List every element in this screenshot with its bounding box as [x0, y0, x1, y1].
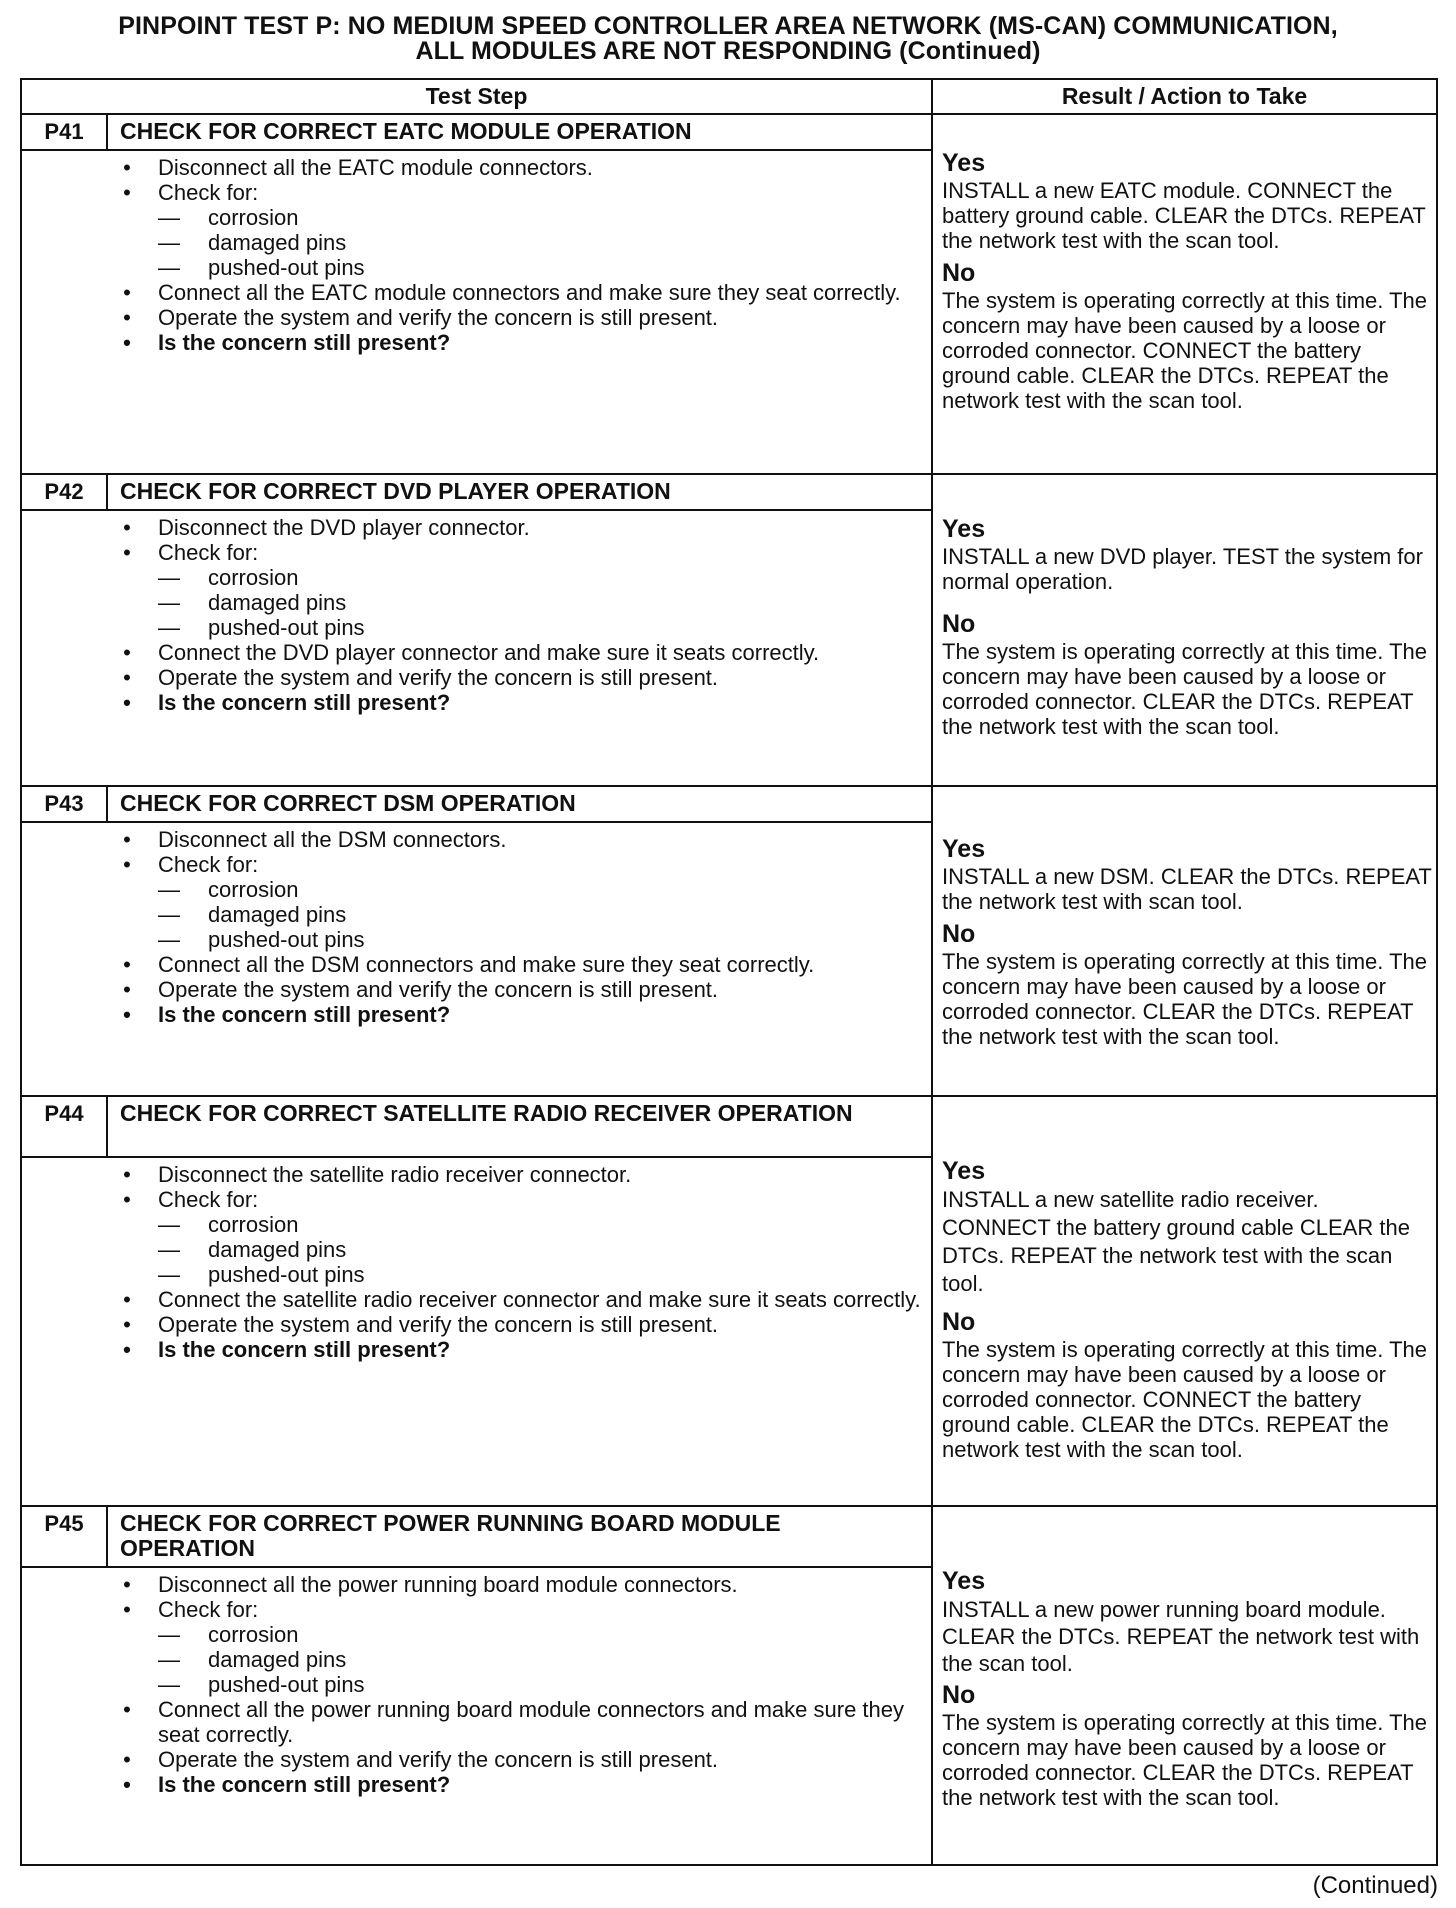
action-item: [112, 180, 922, 205]
step-p41: [22, 115, 1436, 475]
item-text: pushed-out pins: [208, 615, 365, 640]
bullet-mark: —: [158, 230, 180, 255]
step-header-rule: [22, 509, 931, 511]
check-item: [112, 1262, 922, 1287]
bullet-mark: —: [158, 1212, 180, 1237]
spacer: [942, 594, 1432, 610]
step-id-divider: [106, 1507, 108, 1568]
step-title: CHECK FOR CORRECT DVD PLAYER OPERATION: [120, 478, 671, 504]
check-item: [112, 205, 922, 230]
item-text: pushed-out pins: [208, 1672, 365, 1697]
yes-label: Yes: [942, 1567, 986, 1595]
item-text: Operate the system and verify the concern is still present.: [158, 1312, 719, 1337]
step-title: CHECK FOR CORRECT SATELLITE RADIO RECEIVER OPERATION: [120, 1100, 853, 1126]
step-id-divider: [106, 475, 108, 511]
yes-action: INSTALL a new DVD player. TEST the system for normal operation.: [942, 544, 1423, 594]
step-header-rule: [22, 1156, 931, 1158]
bullet-mark: •: [123, 1187, 131, 1212]
step-title: CHECK FOR CORRECT DSM OPERATION: [120, 790, 576, 816]
action-item: [112, 540, 922, 565]
check-item: [112, 590, 922, 615]
item-text: Operate the system and verify the concern is still present.: [158, 665, 719, 690]
item-text: Disconnect all the EATC module connectors.: [158, 155, 593, 180]
bullet-mark: •: [123, 852, 131, 877]
check-item: [112, 927, 922, 952]
action-item: [112, 1597, 922, 1622]
bullet-mark: —: [158, 255, 180, 280]
check-item: [112, 902, 922, 927]
item-text: corrosion: [208, 877, 299, 902]
item-text: Check for:: [158, 1187, 259, 1212]
check-item: [112, 1622, 922, 1647]
action-item: [112, 1747, 922, 1772]
question-item: [112, 1337, 922, 1362]
item-text: Check for:: [158, 180, 259, 205]
bullet-mark: •: [123, 1162, 131, 1187]
action-item: [112, 1572, 922, 1597]
step-id-divider: [106, 1097, 108, 1158]
action-item: [112, 827, 922, 852]
yes-action: INSTALL a new EATC module. CONNECT the battery ground cable. CLEAR the DTCs. REPEAT the network test with the scan tool.: [942, 178, 1426, 253]
step-result: [942, 149, 1432, 413]
bullet-mark: •: [123, 1312, 131, 1337]
step-p43: [22, 787, 1436, 1097]
step-p45: [22, 1507, 1436, 1864]
no-action: The system is operating correctly at this time. The concern may have been caused by a loose or corroded connector. CONNECT the battery ground cable. CLEAR the DTCs. REPEAT the network test with the scan tool.: [942, 1337, 1427, 1462]
item-text: Operate the system and verify the concern is still present.: [158, 1747, 719, 1772]
yes-label: Yes: [942, 1157, 986, 1185]
spacer: [942, 1298, 1432, 1308]
item-text: Is the concern still present?: [158, 1337, 451, 1362]
check-item: [112, 877, 922, 902]
step-actions: [112, 515, 922, 715]
question-item: [112, 1002, 922, 1027]
item-text: Disconnect all the power running board module connectors.: [158, 1572, 738, 1597]
bullet-mark: —: [158, 1622, 180, 1647]
item-text: Connect all the power running board module connectors and make sure they seat correctly.: [158, 1697, 905, 1747]
table-header-row: [22, 80, 1436, 115]
step-id: P43: [44, 791, 84, 816]
no-action: The system is operating correctly at this time. The concern may have been caused by a loose or corroded connector. CLEAR the DTCs. REPEAT the network test with the scan tool.: [942, 639, 1427, 739]
bullet-mark: —: [158, 615, 180, 640]
check-item: [112, 1647, 922, 1672]
yes-action: INSTALL a new satellite radio receiver. CONNECT the battery ground cable CLEAR the DTCs. REPEAT the network test with the scan tool.: [942, 1187, 1410, 1296]
action-item: [112, 665, 922, 690]
bullet-mark: •: [123, 952, 131, 977]
bullet-mark: —: [158, 565, 180, 590]
action-item: [112, 852, 922, 877]
bullet-mark: •: [123, 1572, 131, 1597]
title-line-1: PINPOINT TEST P: NO MEDIUM SPEED CONTROLLER AREA NETWORK (MS-CAN) COMMUNICATION,: [118, 12, 1338, 40]
check-item: [112, 615, 922, 640]
bullet-mark: •: [123, 1747, 131, 1772]
action-item: [112, 640, 922, 665]
bullet-mark: —: [158, 1647, 180, 1672]
item-text: damaged pins: [208, 1647, 347, 1672]
step-result: [942, 835, 1432, 1049]
pinpoint-test-table: [20, 78, 1438, 1866]
no-label: No: [942, 610, 976, 638]
action-item: [112, 1287, 922, 1312]
no-label: No: [942, 1308, 976, 1336]
action-item: [112, 952, 922, 977]
bullet-mark: —: [158, 1262, 180, 1287]
item-text: Check for:: [158, 852, 259, 877]
item-text: damaged pins: [208, 230, 347, 255]
item-text: Operate the system and verify the concern is still present.: [158, 977, 719, 1002]
bullet-mark: •: [123, 1772, 131, 1797]
question-item: [112, 330, 922, 355]
bullet-mark: •: [123, 827, 131, 852]
bullet-mark: •: [123, 1337, 131, 1362]
action-item: [112, 1162, 922, 1187]
item-text: Disconnect the satellite radio receiver connector.: [158, 1162, 632, 1187]
item-text: Is the concern still present?: [158, 690, 451, 715]
no-action: The system is operating correctly at this time. The concern may have been caused by a loose or corroded connector. CONNECT the battery ground cable. CLEAR the DTCs. REPEAT the network test with the scan tool.: [942, 288, 1427, 413]
header-result-action: Result / Action to Take: [1061, 83, 1308, 109]
bullet-mark: •: [123, 665, 131, 690]
yes-label: Yes: [942, 515, 986, 543]
check-item: [112, 1212, 922, 1237]
check-item: [112, 565, 922, 590]
item-text: damaged pins: [208, 1237, 347, 1262]
bullet-mark: —: [158, 877, 180, 902]
item-text: corrosion: [208, 565, 299, 590]
question-item: [112, 1772, 922, 1797]
step-result: [942, 1157, 1432, 1462]
step-id: P45: [44, 1511, 84, 1536]
bullet-mark: •: [123, 540, 131, 565]
item-text: corrosion: [208, 1212, 299, 1237]
bullet-mark: •: [123, 690, 131, 715]
bullet-mark: •: [123, 977, 131, 1002]
yes-label: Yes: [942, 835, 986, 863]
step-id: P44: [44, 1101, 84, 1126]
step-actions: [112, 1162, 922, 1362]
step-id-divider: [106, 787, 108, 823]
bullet-mark: •: [123, 1287, 131, 1312]
action-item: [112, 305, 922, 330]
item-text: pushed-out pins: [208, 255, 365, 280]
item-text: Is the concern still present?: [158, 1772, 451, 1797]
item-text: pushed-out pins: [208, 1262, 365, 1287]
bullet-mark: •: [123, 1697, 131, 1722]
bullet-mark: •: [123, 1597, 131, 1622]
step-id: P42: [44, 479, 84, 504]
no-action: The system is operating correctly at this time. The concern may have been caused by a loose or corroded connector. CLEAR the DTCs. REPEAT the network test with the scan tool.: [942, 949, 1427, 1049]
bullet-mark: —: [158, 927, 180, 952]
step-p42: [22, 475, 1436, 787]
check-item: [112, 255, 922, 280]
no-label: No: [942, 259, 976, 287]
item-text: Disconnect all the DSM connectors.: [158, 827, 507, 852]
check-item: [112, 1672, 922, 1697]
bullet-mark: •: [123, 1002, 131, 1027]
item-text: Connect the DVD player connector and make sure it seats correctly.: [158, 640, 820, 665]
action-item: [112, 155, 922, 180]
bullet-mark: •: [123, 330, 131, 355]
bullet-mark: •: [123, 280, 131, 305]
page-title: [20, 14, 1436, 64]
bullet-mark: •: [123, 515, 131, 540]
bullet-mark: —: [158, 902, 180, 927]
step-header-rule: [22, 1566, 931, 1568]
bullet-mark: •: [123, 180, 131, 205]
yes-action: INSTALL a new power running board module. CLEAR the DTCs. REPEAT the network test with the scan tool.: [942, 1597, 1420, 1676]
bullet-mark: —: [158, 590, 180, 615]
item-text: Operate the system and verify the concern is still present.: [158, 305, 719, 330]
yes-label: Yes: [942, 149, 986, 177]
bullet-mark: —: [158, 1672, 180, 1697]
action-item: [112, 977, 922, 1002]
step-title: CHECK FOR CORRECT POWER RUNNING BOARD MODULE OPERATION: [120, 1510, 781, 1561]
check-item: [112, 1237, 922, 1262]
step-id: P41: [44, 119, 84, 144]
item-text: Check for:: [158, 1597, 259, 1622]
item-text: Is the concern still present?: [158, 330, 451, 355]
step-result: [942, 1567, 1432, 1810]
item-text: Connect the satellite radio receiver connector and make sure it seats correctly.: [158, 1287, 921, 1312]
item-text: damaged pins: [208, 590, 347, 615]
bullet-mark: —: [158, 205, 180, 230]
no-label: No: [942, 1681, 976, 1709]
step-id-divider: [106, 115, 108, 151]
no-action: The system is operating correctly at this time. The concern may have been caused by a loose or corroded connector. CLEAR the DTCs. REPEAT the network test with the scan tool.: [942, 1710, 1427, 1810]
no-label: No: [942, 920, 976, 948]
step-title: CHECK FOR CORRECT EATC MODULE OPERATION: [120, 118, 692, 144]
action-item: [112, 1697, 922, 1747]
item-text: corrosion: [208, 1622, 299, 1647]
step-actions: [112, 155, 922, 355]
item-text: pushed-out pins: [208, 927, 365, 952]
bullet-mark: •: [123, 640, 131, 665]
item-text: Connect all the EATC module connectors and make sure they seat correctly.: [158, 280, 901, 305]
check-item: [112, 230, 922, 255]
step-p44: [22, 1097, 1436, 1507]
header-test-step: Test Step: [425, 83, 528, 109]
item-text: Connect all the DSM connectors and make sure they seat correctly.: [158, 952, 815, 977]
item-text: Is the concern still present?: [158, 1002, 451, 1027]
bullet-mark: •: [123, 155, 131, 180]
question-item: [112, 690, 922, 715]
step-result: [942, 515, 1432, 739]
step-actions: [112, 827, 922, 1027]
action-item: [112, 1187, 922, 1212]
item-text: Check for:: [158, 540, 259, 565]
action-item: [112, 280, 922, 305]
continued-note: (Continued): [1312, 1872, 1438, 1899]
title-line-2: ALL MODULES ARE NOT RESPONDING (Continued): [415, 37, 1041, 65]
item-text: corrosion: [208, 205, 299, 230]
step-actions: [112, 1572, 922, 1797]
action-item: [112, 515, 922, 540]
action-item: [112, 1312, 922, 1337]
step-header-rule: [22, 149, 931, 151]
bullet-mark: •: [123, 305, 131, 330]
item-text: damaged pins: [208, 902, 347, 927]
item-text: Disconnect the DVD player connector.: [158, 515, 530, 540]
step-header-rule: [22, 821, 931, 823]
bullet-mark: —: [158, 1237, 180, 1262]
yes-action: INSTALL a new DSM. CLEAR the DTCs. REPEAT the network test with scan tool.: [942, 864, 1432, 914]
